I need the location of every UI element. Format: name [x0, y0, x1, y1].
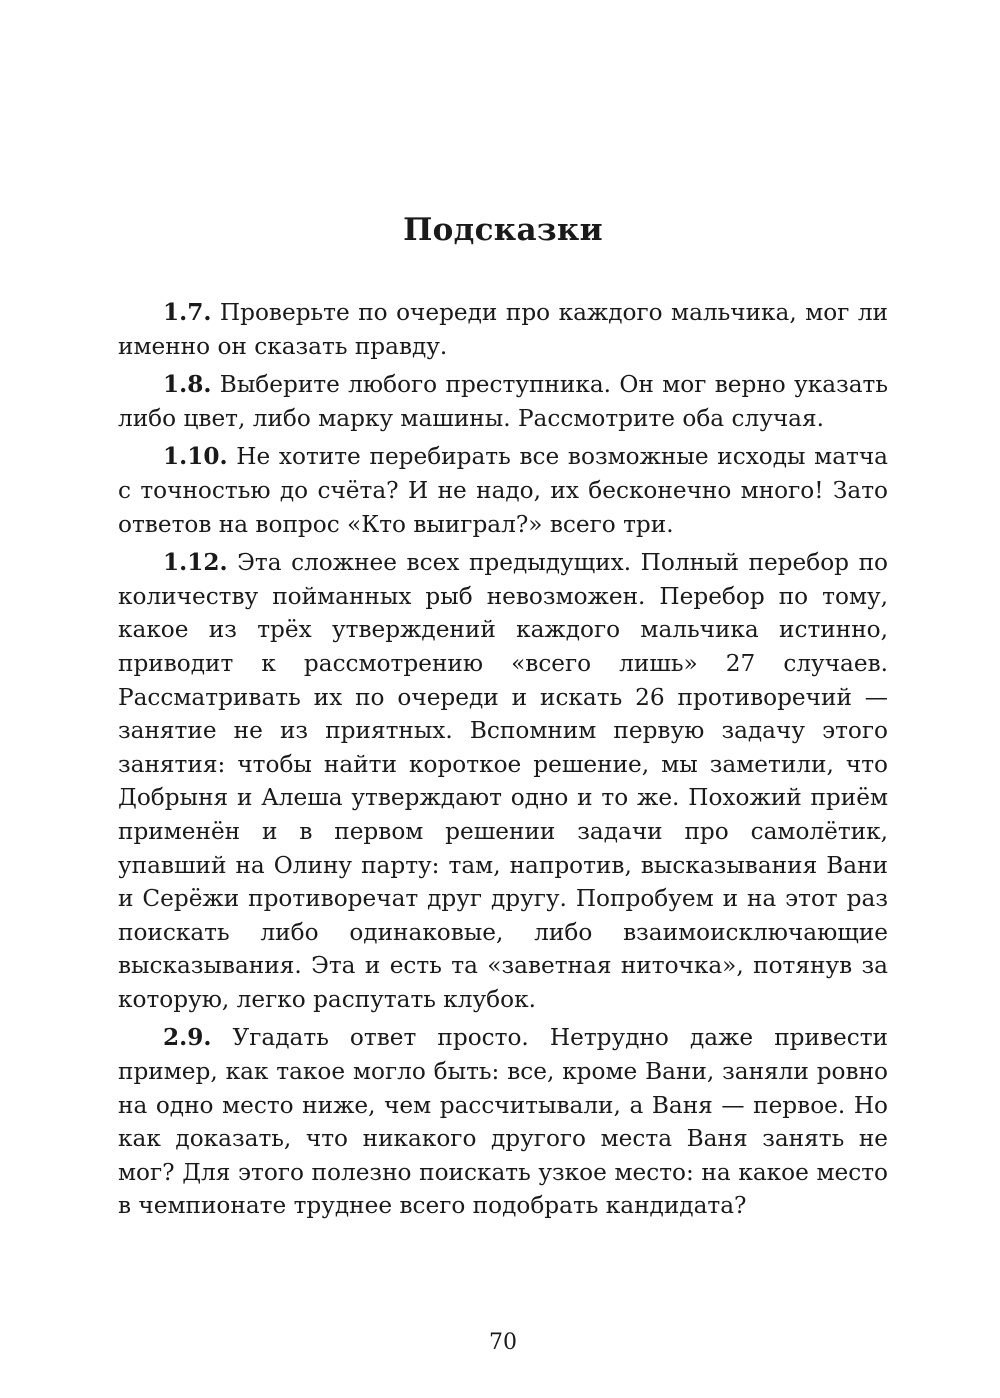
hint-1-7 — [118, 296, 888, 363]
hints-list — [118, 296, 888, 1228]
hint-number: 1.8. — [163, 371, 212, 399]
hint-1-8 — [118, 368, 888, 435]
hint-text: Угадать ответ просто. Нетрудно даже привести пример, как такое могло быть: все, кроме Вани, заняли ровно на одно место ниже, чем рассчитывали, а Ваня — первое. Но как доказать, что никакого другого места Ваня занять не мог? Для этого полезно поискать узкое место: на какое место в чемпионате труднее всего подобрать кандидата? — [118, 1024, 888, 1220]
hint-text: Не хотите перебирать все возможные исходы матча с точностью до счёта? И не надо, их бесконечно много! Зато ответов на вопрос «Кто выиграл?» всего три. — [118, 443, 889, 538]
hint-text: Эта сложнее всех предыдущих. Полный перебор по количеству пойманных рыб невозможен. Перебор по тому, какое из трёх утверждений каждого мальчика истинно, приводит к рассмотрению «всего лишь» 27 случаев. Рассматривать их по очереди и искать 26 противоречий — занятие не из приятных. Вспомним первую задачу этого занятия: чтобы найти короткое решение, мы заметили, что Добрыня и Алеша утверждают одно и то же. Похожий приём применён и в первом решении задачи про самолётик, упавший на Олину парту: там, напротив, высказывания Вани и Серёжи противоречат друг другу. Попробуем и на этот раз поискать либо одинаковые, либо взаимоисключающие высказывания. Эта и есть та «заветная ниточка», потянув за которую, легко распутать клубок. — [118, 549, 888, 1013]
hint-1-10 — [118, 440, 888, 541]
hint-number: 2.9. — [163, 1024, 212, 1052]
hint-1-12 — [118, 546, 888, 1016]
document-page — [118, 0, 888, 1398]
page-number: 70 — [489, 1330, 517, 1355]
hint-2-9 — [118, 1021, 888, 1223]
hint-number: 1.10. — [163, 443, 228, 471]
section-title: Подсказки — [403, 212, 603, 248]
hint-text: Выберите любого преступника. Он мог верно указать либо цвет, либо марку машины. Рассмотрите оба случая. — [118, 371, 889, 432]
hint-number: 1.7. — [163, 299, 212, 326]
hint-number: 1.12. — [163, 549, 228, 577]
hint-text: Проверьте по очереди про каждого мальчика, мог ли именно он сказать правду. — [118, 299, 889, 360]
